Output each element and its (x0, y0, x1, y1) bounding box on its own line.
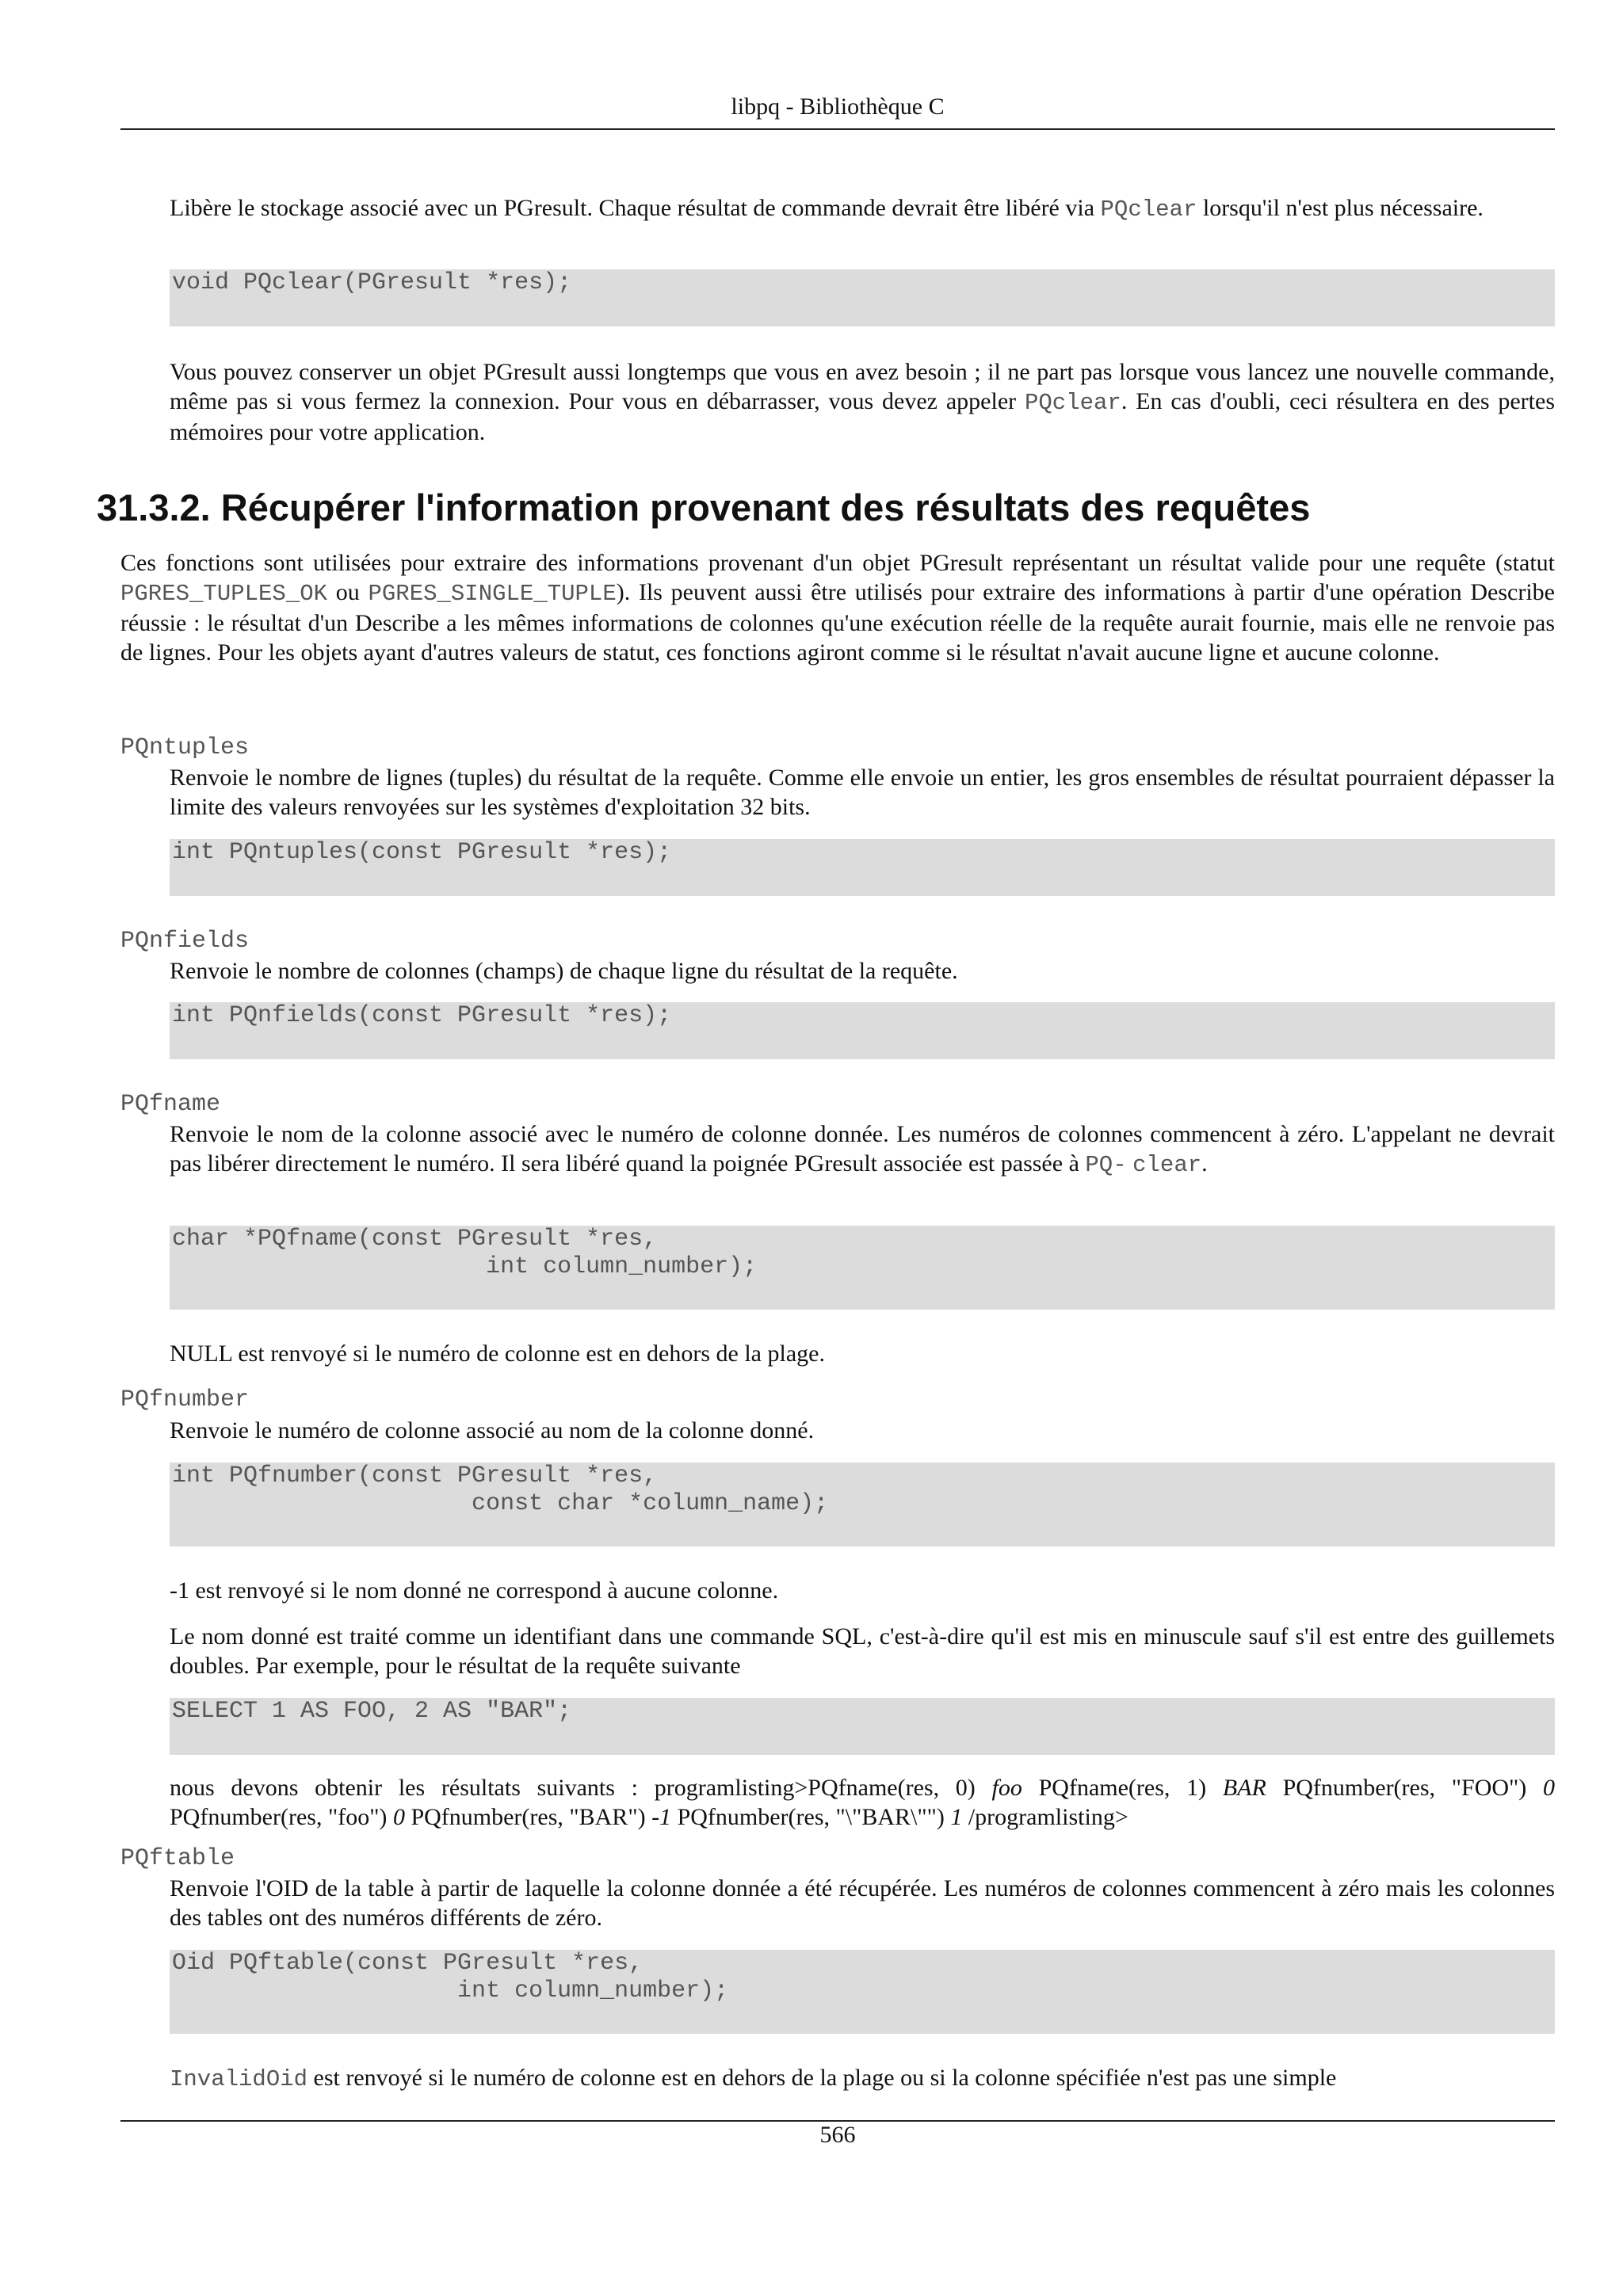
pqfname-description: Renvoie le nom de la colonne associé avec le numéro de colonne donnée. Les numéros de colonnes commencent à zéro. L'appelant ne devrait pas libérer directement le numéro. Il sera libéré quand la poignée PGresult associée est passée à PQ- clear. (170, 1121, 1555, 1178)
pqfnumber-code-block (170, 1463, 1555, 1547)
pqfname-term: PQfname (120, 1091, 221, 1118)
pqftable-term: PQftable (120, 1845, 235, 1872)
pqclear-inline-code: PQclear (1100, 196, 1197, 223)
pqftable-signature: Oid PQftable(const PGresult *res, int column_number); (172, 1950, 729, 2004)
pqntuples-signature: int PQntuples(const PGresult *res); (172, 839, 672, 866)
pqfnumber-term: PQfnumber (120, 1386, 250, 1413)
status-single-tuple: PGRES_SINGLE_TUPLE (368, 581, 617, 607)
status-tuples-ok: PGRES_TUPLES_OK (120, 581, 328, 607)
pqnfields-description: Renvoie le nombre de colonnes (champs) de chaque ligne du résultat de la requête. (170, 958, 958, 984)
pqfnumber-signature: int PQfnumber(const PGresult *res, const char *column_name); (172, 1463, 829, 1517)
sql-example-code-block (170, 1698, 1555, 1755)
page-number: 566 (819, 2122, 856, 2148)
running-header: libpq - Bibliothèque C (731, 93, 945, 120)
pqfname-code-block (170, 1226, 1555, 1310)
pqfnumber-results: nous devons obtenir les résultats suivants : programlisting>PQfname(res, 0) foo PQfname(res, 1) BAR PQfnumber(res, "FOO") 0 PQfnumber(res, "foo") 0 PQfnumber(res, "BAR") -1 PQfnumber(res, "\"BAR\"") 1 /programlisting> (170, 1775, 1555, 1830)
pqclear-code-block (170, 269, 1555, 326)
pqfname-note: NULL est renvoyé si le numéro de colonne est en dehors de la plage. (170, 1341, 825, 1367)
pqfnumber-description: Renvoie le numéro de colonne associé au nom de la colonne donné. (170, 1417, 815, 1444)
pqfnumber-note-identifier: Le nom donné est traité comme un identifiant dans une commande SQL, c'est-à-dire qu'il est mis en minuscule sauf s'il est entre des guillemets doubles. Par exemple, pour le résultat de la requête suivante (170, 1623, 1555, 1679)
section-title: 31.3.2. Récupérer l'information provenant des résultats des requêtes (97, 486, 1311, 528)
pqntuples-term: PQntuples (120, 734, 250, 761)
sql-example: SELECT 1 AS FOO, 2 AS "BAR"; (172, 1698, 572, 1725)
pqnfields-signature: int PQnfields(const PGresult *res); (172, 1002, 672, 1029)
pqntuples-description: Renvoie le nombre de lignes (tuples) du résultat de la requête. Comme elle envoie un entier, les gros ensembles de résultat pourraient dépasser la limite des valeurs renvoyées sur les systèmes d'exploitation 32 bits. (170, 765, 1555, 820)
pqclear-note: Vous pouvez conserver un objet PGresult aussi longtemps que vous en avez besoin ; il ne part pas lorsque vous lancez une nouvelle commande, même pas si vous fermez la connexion. Pour vous en débarrasser, vous devez appeler PQclear. En cas d'oubli, ceci résultera en des pertes mémoires pour votre application. (170, 359, 1555, 445)
header-rule (120, 128, 1555, 130)
section-intro: Ces fonctions sont utilisées pour extraire des informations provenant d'un objet PGresult représentant un résultat valide pour une requête (statut PGRES_TUPLES_OK ou PGRES_SINGLE_TUPLE). Ils peuvent aussi être utilisés pour extraire des informations à partir d'une opération Describe réussie : le résultat d'un Describe a les mêmes informations de colonnes qu'une exécution réelle de la requête aurait fournie, mais elle ne renvoie pas de lignes. Pour les objets ayant d'autres valeurs de statut, ces fonctions agiront comme si le résultat n'avait aucune ligne et aucune colonne. (120, 550, 1555, 666)
invalid-oid-code: InvalidOid (170, 2066, 308, 2092)
pqnfields-code-block (170, 1002, 1555, 1059)
pqclear-signature: void PQclear(PGresult *res); (172, 269, 572, 296)
pqftable-description: Renvoie l'OID de la table à partir de laquelle la colonne donnée a été récupérée. Les numéros de colonnes commencent à zéro mais les colonnes des tables ont des numéros différents de zéro. (170, 1875, 1555, 1931)
pqfname-signature: char *PQfname(const PGresult *res, int column_number); (172, 1226, 758, 1280)
pqclear-note-code: PQclear (1025, 390, 1121, 416)
pqftable-note: InvalidOid est renvoyé si le numéro de colonne est en dehors de la plage ou si la colonne spécifiée n'est pas une simple (170, 2065, 1337, 2092)
pqclear-description: Libère le stockage associé avec un PGresult. Chaque résultat de commande devrait être libéré via PQclear lorsqu'il n'est plus nécessaire. (170, 195, 1484, 223)
pqftable-code-block (170, 1950, 1555, 2034)
pqntuples-code-block (170, 839, 1555, 896)
pqnfields-term: PQnfields (120, 928, 250, 955)
pqfnumber-note-not-found: -1 est renvoyé si le nom donné ne correspond à aucune colonne. (170, 1577, 779, 1604)
